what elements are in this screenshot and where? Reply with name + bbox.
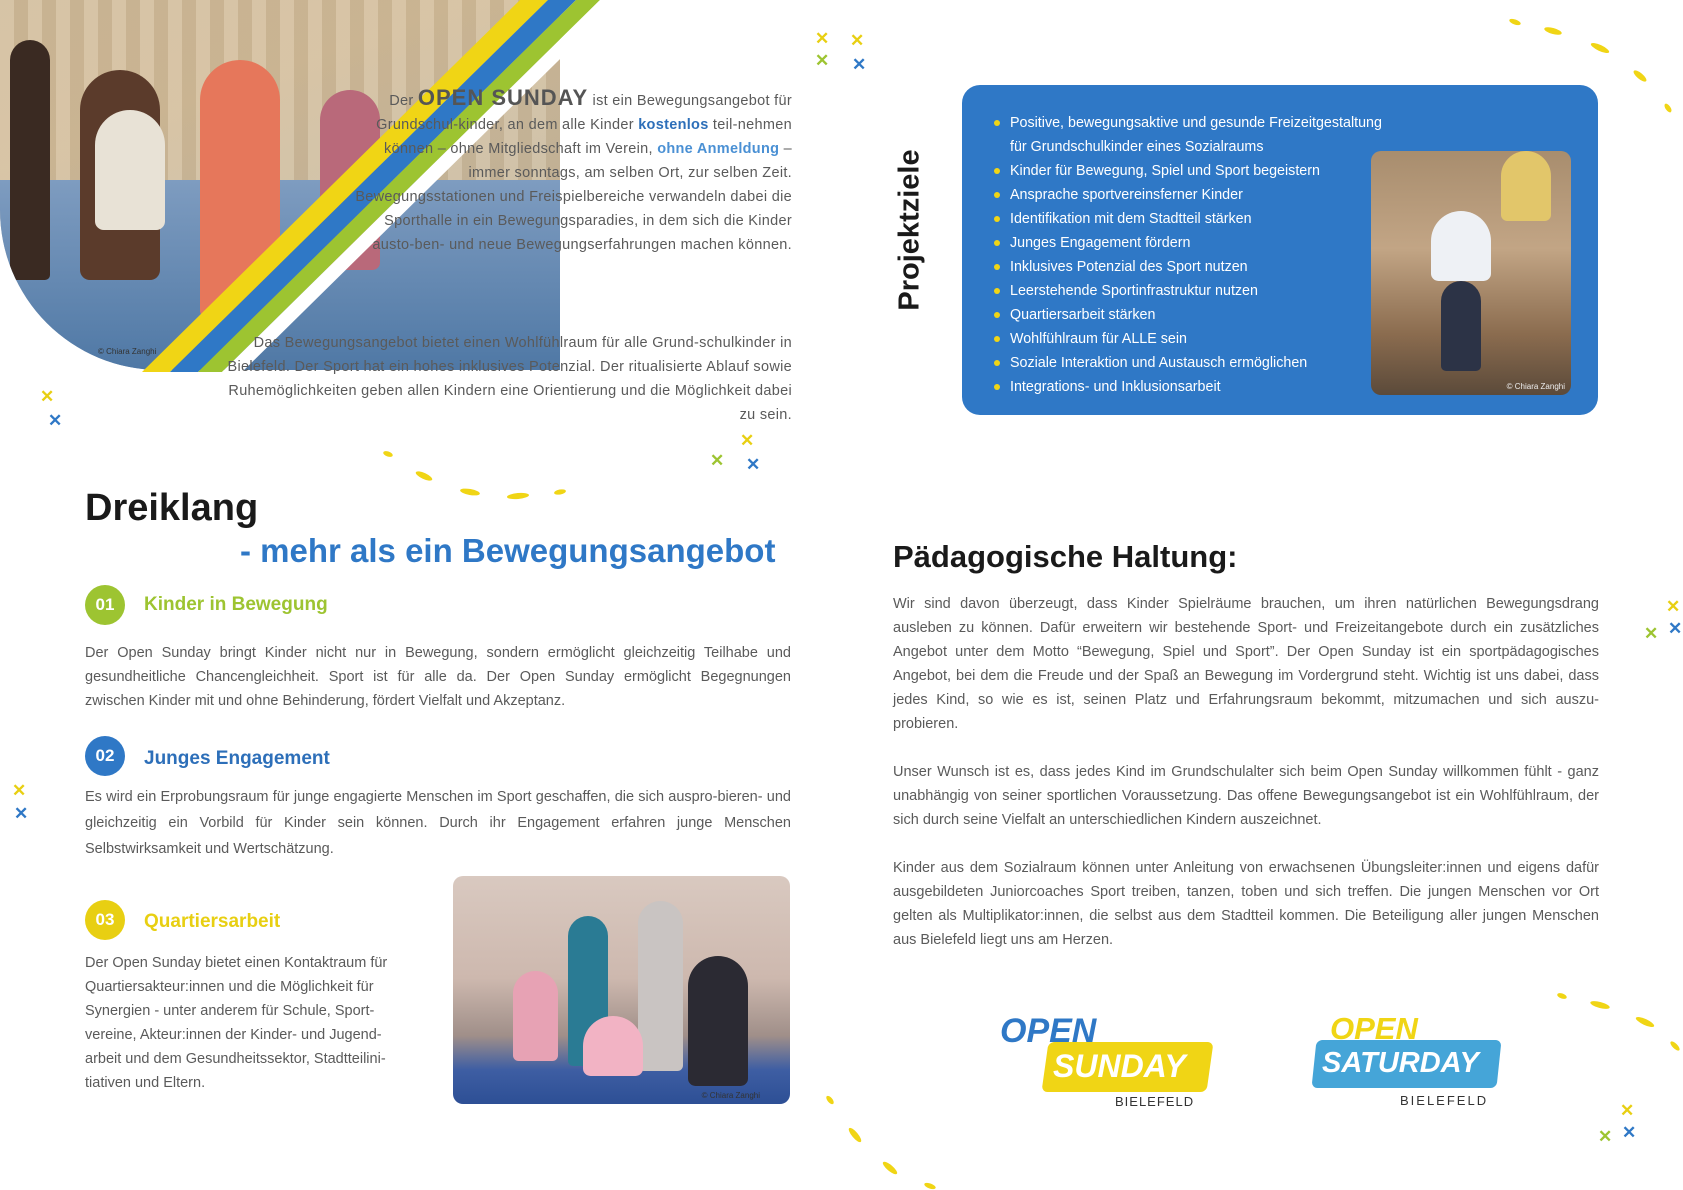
section-number-02: 02	[85, 736, 125, 776]
cross-icon: ✕	[1622, 1123, 1637, 1142]
intro-paragraph-1: Der OPEN SUNDAY ist ein Bewegungsangebot für Grundschul-kinder, an dem alle Kinder kostenlos teil-nehmen können – ohne Mitgliedschaft im Verein, ohne Anmeldung – immer sonntags, am selben Ort, zur selben Zeit. Bewegungsstationen und Freispielbereiche verwandeln dabei die Sporthalle in ein Bewegungsparadies, in dem sich die Kinder austo-ben- und neue Bewegungserfahrungen machen können.	[355, 85, 792, 253]
haltung-paragraph-1: Wir sind davon überzeugt, dass Kinder Spielräume brauchen, um ihren natürlichen Bewegungsdrang ausleben zu können. Dafür erweitern wir bestehende Sport- und Freizeitangebote durch ein zusätzliches Angebot unter dem Motto “Bewegung, Spiel und Sport”. Der Open Sunday ist ein sportpädagogisches Angebot, bei dem die Freude und der Spaß an Bewegung im Vordergrund steht. Wichtig ist uns dabei, dass jedes Kind, so wie es ist, seinen Platz und Erfahrungsraum bekommt, mitzumachen und sich auszu-probieren.	[893, 596, 1599, 732]
open-sunday-logo: OPEN SUNDAY BIELEFELD	[995, 1000, 1225, 1115]
dreiklang-subtitle: - mehr als ein Bewegungsangebot	[240, 532, 776, 569]
list-item: Junges Engagement fördern	[992, 231, 1402, 255]
dreiklang-title: Dreiklang	[85, 487, 259, 529]
list-item: Quartiersarbeit stärken	[992, 303, 1402, 327]
cross-icon: ✕	[852, 55, 867, 74]
list-item: Inklusives Potenzial des Sport nutzen	[992, 255, 1402, 279]
cross-icon: ✕	[14, 804, 29, 823]
section-title-02: Junges Engagement	[144, 748, 330, 769]
section-text-01: Der Open Sunday bringt Kinder nicht nur in Bewegung, sondern ermöglicht gleichzeitig Teilhabe und gesundheitliche Chancengleichheit. Sport ist für alle da. Der Open Sunday ermöglicht Begegnungen zwischen Kinder mit und ohne Behinderung, fördert Vielfalt und Akzeptanz.	[85, 645, 791, 709]
cross-icon: ✕	[1620, 1101, 1635, 1120]
open-saturday-logo: OPEN SATURDAY BIELEFELD	[1312, 1005, 1512, 1115]
projektziele-title: Projektziele	[893, 149, 926, 311]
cross-icon: ✕	[12, 781, 27, 800]
haltung-title: Pädagogische Haltung:	[893, 539, 1238, 574]
haltung-paragraph-2: Unser Wunsch ist es, dass jedes Kind im Grundschulalter sich beim Open Sunday willkommen fühlt - ganz unabhängig von seiner sportlichen Voraussetzung. Das offene Bewegungsangebot ist ein Wohlfühlraum, der sich durch seine Vielfalt an unterschiedlichen Kindern auszeichnet.	[893, 764, 1599, 828]
photo-credit: © Chiara Zanghi	[701, 1091, 760, 1100]
list-item: Wohlfühlraum für ALLE sein	[992, 327, 1402, 351]
cross-icon: ✕	[40, 387, 55, 406]
cross-icon: ✕	[815, 29, 830, 48]
cross-icon: ✕	[850, 31, 865, 50]
section-text-02: Es wird ein Erprobungsraum für junge engagierte Menschen im Sport geschaffen, die sich auspro-bieren- und gleichzeitig ein Vorbild für Kinder sein können. Durch ihr Engagement erfahren junge Menschen Selbstwirksamkeit und Wertschätzung.	[85, 789, 791, 857]
list-item: Leerstehende Sportinfrastruktur nutzen	[992, 279, 1402, 303]
section-title-01: Kinder in Bewegung	[144, 594, 328, 615]
section-number-01: 01	[85, 585, 125, 625]
anmeldung-highlight: ohne Anmeldung	[657, 141, 780, 157]
cross-icon: ✕	[1598, 1127, 1613, 1146]
cross-icon: ✕	[740, 431, 755, 450]
cross-icon: ✕	[746, 455, 761, 474]
cross-icon: ✕	[710, 451, 725, 470]
list-item: Positive, bewegungsaktive und gesunde Freizeitgestaltung für Grundschulkinder eines Sozialraums	[992, 111, 1402, 159]
cross-icon: ✕	[48, 411, 63, 430]
list-item: Integrations- und Inklusionsarbeit	[992, 375, 1402, 399]
list-item: Kinder für Bewegung, Spiel und Sport begeistern	[992, 159, 1402, 183]
list-item: Ansprache sportvereinsferner Kinder	[992, 183, 1402, 207]
kostenlos-highlight: kostenlos	[638, 117, 709, 133]
cross-icon: ✕	[815, 51, 830, 70]
haltung-paragraph-3: Kinder aus dem Sozialraum können unter Anleitung von erwachsenen Übungsleiter:innen und eigens dafür ausgebildeten Juniorcoaches Sport treiben, tanzen, toben und sich treffen. Die jungen Menschen vor Ort gelten als Multiplikator:innen, die selbst aus dem Stadtteil kommen. Die Beteiligung aller jungen Menschen aus Bielefeld liegt uns am Herzen.	[893, 860, 1599, 948]
cross-icon: ✕	[1666, 597, 1681, 616]
cross-icon: ✕	[1668, 619, 1683, 638]
photo-credit: © Chiara Zanghi	[1506, 382, 1565, 391]
photo-credit: © Chiara Zanghi	[98, 347, 157, 356]
list-item: Soziale Interaktion und Austausch ermöglichen	[992, 351, 1402, 375]
section-text-03: Der Open Sunday bietet einen Kontaktraum für Quartiersakteur:innen und die Möglichkeit für Synergien - unter anderem für Schule, Sport-vereine, Akteur:innen der Kinder- und Jugend-arbeit und dem Gesundheitssektor, Stadtteilini-tiativen und Eltern.	[85, 955, 388, 1091]
brand-name: OPEN SUNDAY	[417, 85, 589, 110]
cross-icon: ✕	[1644, 624, 1659, 643]
section-number-03: 03	[85, 900, 125, 940]
intro-paragraph-2: Das Bewegungsangebot bietet einen Wohlfühlraum für alle Grund-schulkinder in Bielefeld. Der Sport hat ein hohes inklusives Potenzial. Der ritualisierte Ablauf sowie Ruhemöglichkeiten geben allen Kindern eine Orientierung und die Möglichkeit dabei zu sein.	[227, 335, 792, 423]
list-item: Identifikation mit dem Stadtteil stärken	[992, 207, 1402, 231]
section-title-03: Quartiersarbeit	[144, 911, 281, 932]
